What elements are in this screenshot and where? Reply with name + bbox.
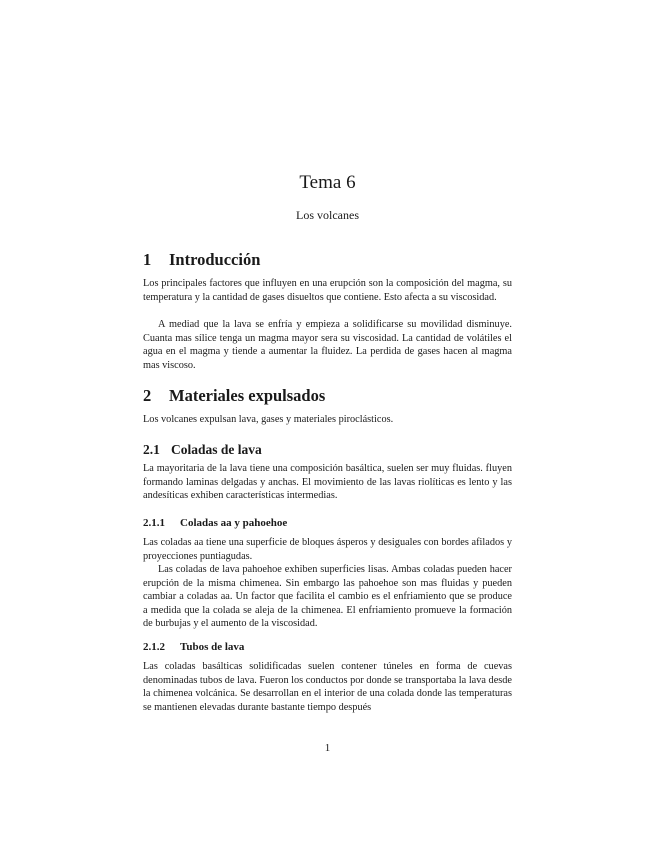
paragraph: Las coladas de lava pahoehoe exhiben superficies lisas. Ambas coladas pueden hacer erupción de la misma chimenea. Sin embargo las pahoehoe son mas fluidas y pueden cambiar a coladas aa. Un factor que facilita el cambio es el enfriamiento que se produce a medida que la colada se aleja de la chimenea. El enfriamiento promueve la formación de burbujas y el aumento de la viscosidad. — [143, 564, 512, 630]
subsubsection-heading-aa-pahoehoe — [143, 517, 287, 529]
paragraph: Las coladas basálticas solidificadas suelen contener túneles en forma de cuevas denominadas tubos de lava. Fueron los conductos por donde se transportaba la lava desde la chimenea volcánica. Se desarrollan en el interior de una colada donde las temperaturas se mantienen elevadas durante bastante tiempo después — [143, 661, 512, 713]
section-number: 2 — [143, 386, 152, 405]
paragraph: Los volcanes expulsan lava, gases y materiales piroclásticos. — [143, 414, 394, 425]
section-heading-introduccion — [143, 250, 260, 270]
section-title: Tubos de lava — [180, 641, 245, 653]
document-title: Tema 6 — [299, 172, 356, 193]
subsubsection-heading-tubos — [143, 641, 244, 653]
section-number: 2.1 — [143, 442, 160, 457]
section-heading-materiales — [143, 386, 325, 406]
section-number: 2.1.1 — [143, 517, 165, 529]
section-number: 1 — [143, 250, 152, 269]
paragraph: A mediad que la lava se enfría y empieza a solidificarse su movilidad disminuye. Cuanta mas sílice tenga un magma mayor sera su viscosidad. La cantidad de volátiles el agua en el magma y tiende a aumentar la fluidez. La perdida de gases hacen al magma mas viscoso. — [143, 319, 512, 371]
subsection-heading-coladas — [143, 442, 262, 458]
paragraph: La mayoritaria de la lava tiene una composición basáltica, suelen ser muy fluidas. fluyen formando laminas delgadas y anchas. El movimiento de las lavas riolíticas es lento y las andesíticas exhiben características intermedias. — [143, 463, 512, 502]
document-subtitle: Los volcanes — [296, 208, 359, 222]
paragraph: Los principales factores que influyen en una erupción son la composición del magma, su temperatura y la cantidad de gases disueltos que contiene. Esto afecta a su viscosidad. — [143, 278, 512, 303]
section-title: Coladas aa y pahoehoe — [180, 517, 288, 529]
section-title: Coladas de lava — [171, 442, 262, 457]
section-title: Materiales expulsados — [169, 386, 326, 405]
paragraph: Las coladas aa tiene una superficie de bloques ásperos y desiguales con bordes afilados y proyecciones puntiagudas. — [143, 537, 512, 562]
section-number: 2.1.2 — [143, 641, 165, 653]
section-title: Introducción — [169, 250, 261, 269]
page-number: 1 — [324, 742, 331, 754]
